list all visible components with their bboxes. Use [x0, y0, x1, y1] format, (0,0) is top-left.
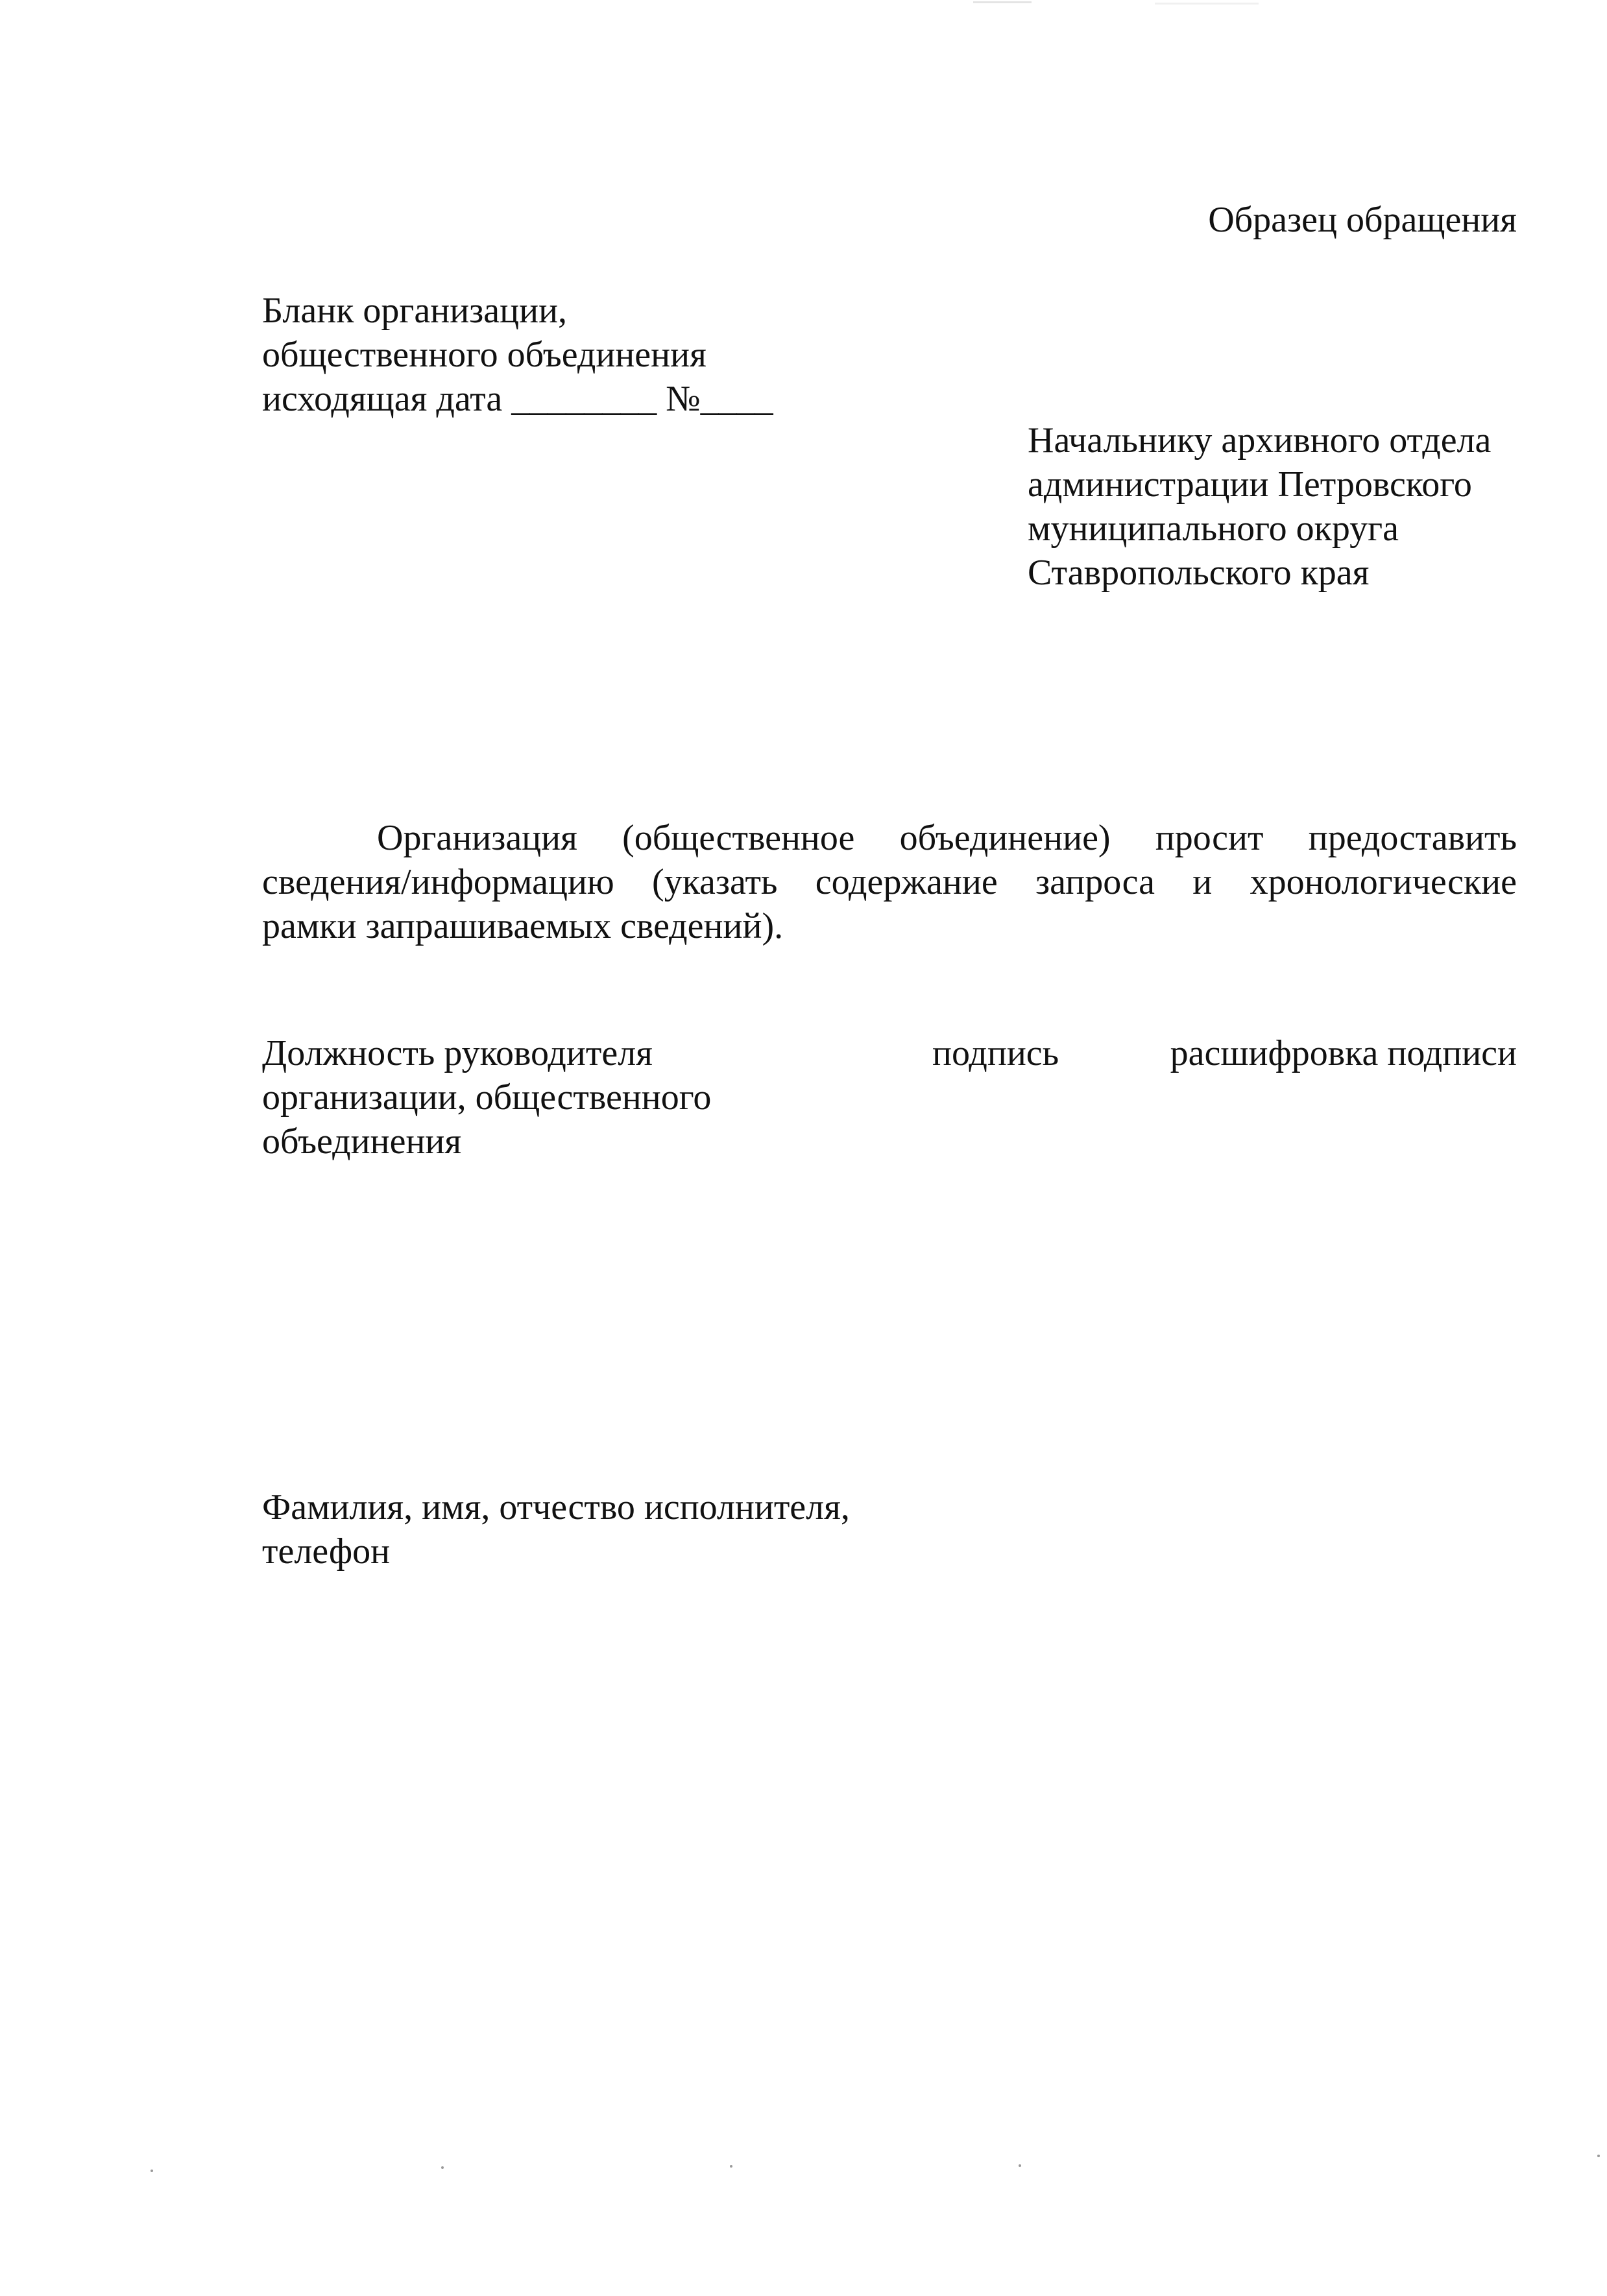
addressee-line: Начальнику архивного отдела — [1028, 420, 1492, 460]
letterhead-line: Бланк организации, — [262, 291, 568, 331]
addressee-block — [1028, 418, 1491, 595]
sample-title: Образец обращения — [1208, 200, 1517, 240]
request-body-paragraph — [262, 816, 1517, 948]
outgoing-date-number-line: исходящая дата ________ №____ — [262, 379, 773, 419]
scan-artifact — [973, 1, 1032, 3]
letterhead-block — [262, 289, 773, 421]
addressee-line: Ставропольского края — [1028, 553, 1370, 593]
request-body-line: Организация (общественное объединение) просит предоставить — [377, 818, 1517, 858]
addressee-line: муниципального округа — [1028, 508, 1399, 549]
scan-artifact — [730, 2165, 732, 2168]
request-body-line: сведения/информацию (указать содержание запроса и хронологические — [262, 862, 1517, 902]
scan-artifact — [1019, 2164, 1021, 2167]
request-body-line: рамки запрашиваемых сведений). — [262, 906, 784, 946]
scan-artifact — [151, 2170, 153, 2172]
signer-position-line: объединения — [262, 1121, 462, 1162]
letterhead-line: общественного объединения — [262, 335, 707, 375]
executor-line: телефон — [262, 1531, 391, 1572]
executor-block — [262, 1485, 850, 1573]
signature-decode-label: расшифровка подписи — [1170, 1033, 1517, 1073]
scan-artifact — [441, 2166, 444, 2169]
scan-artifact — [1597, 2155, 1600, 2157]
executor-line: Фамилия, имя, отчество исполнителя, — [262, 1487, 850, 1527]
signer-position-block — [262, 1031, 711, 1164]
signature-label: подпись — [932, 1033, 1059, 1073]
addressee-line: администрации Петровского — [1028, 464, 1472, 505]
scan-artifact — [1155, 3, 1259, 5]
signer-position-line: организации, общественного — [262, 1077, 712, 1118]
signer-position-line: Должность руководителя — [262, 1033, 653, 1073]
